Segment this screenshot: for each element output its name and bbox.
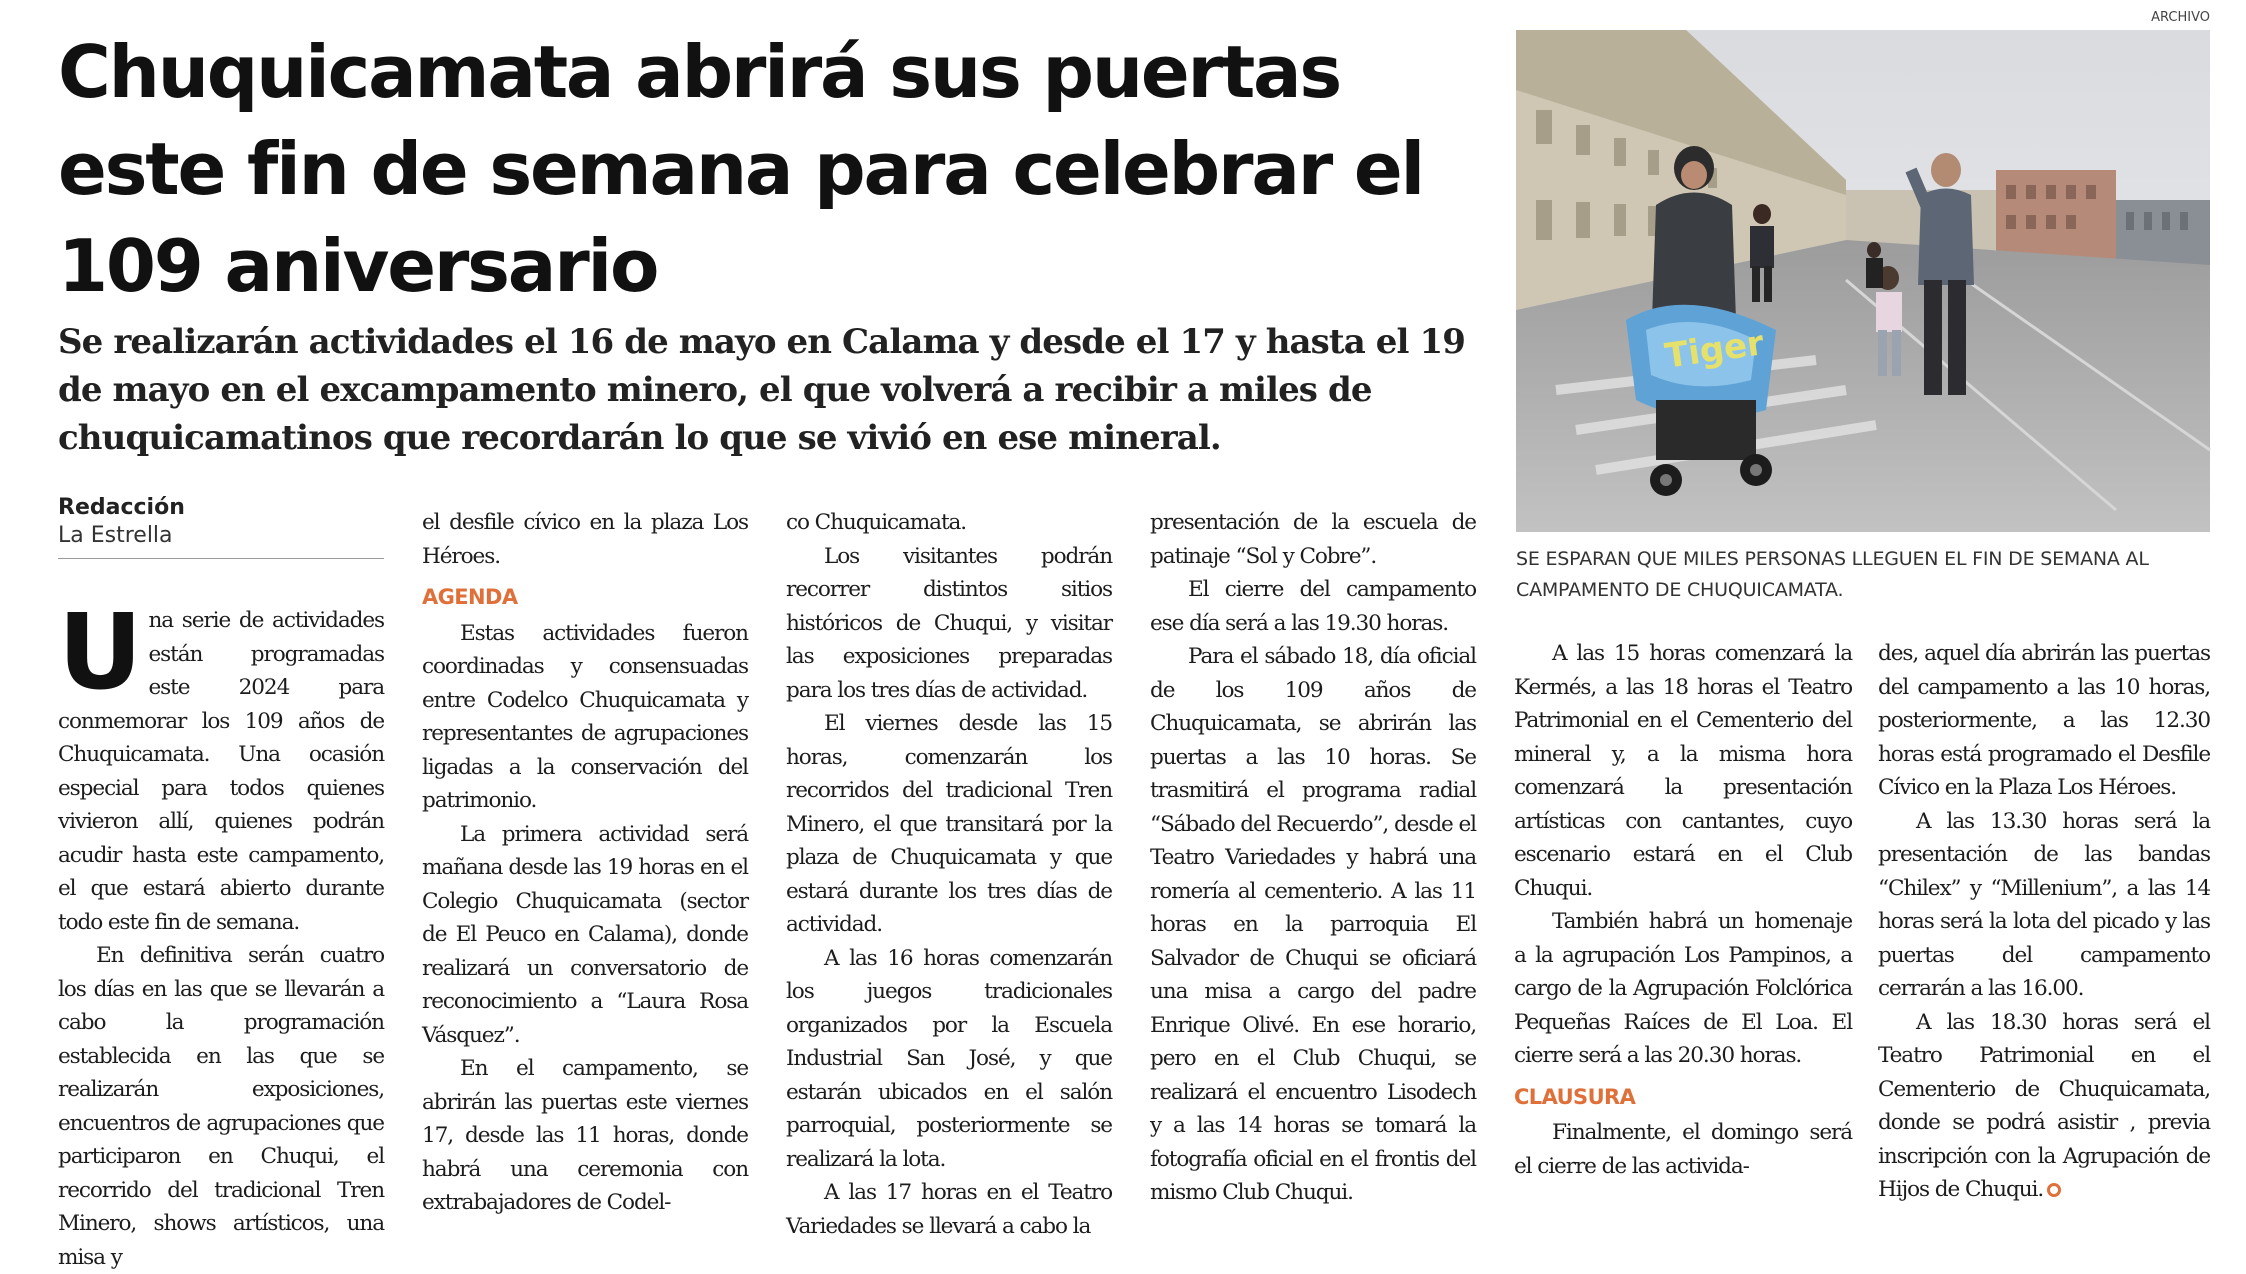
article-column-6 [1878, 637, 2210, 1244]
photo-caption: SE ESPARAN QUE MILES PERSONAS LLEGUEN EL FIN DE SEMANA AL CAMPAMENTO DE CHUQUICAMATA. [1516, 548, 2149, 601]
article-paragraph: La primera actividad será mañana desde las 19 horas en el Colegio Chuquicamata (sector de El Peuco en Calama), donde realizará un conversatorio de reconocimiento a “Laura Rosa Vásquez”. [422, 821, 748, 1048]
article-paragraph: Para el sábado 18, día oficial de los 109 años de Chuquicamata, se abrirán las puertas a las 10 horas. Se trasmitirá el programa radial “Sábado del Recuerdo”, desde el Teatro Variedades y habrá una romería al cementerio. A las 11 horas en la parroquia El Salvador de Chuqui se oficiará una misa a cargo del padre Enrique Olivé. En ese horario, pero en el Club Chuqui, se realizará el encuentro Lisodech y a las 14 horas se tomará la fotografía oficial en el frontis del mismo Club Chuqui. [1150, 644, 1476, 1205]
article-paragraph: A las 15 horas comenzará la Kermés, a las 18 horas el Teatro Patrimonial en el Cementerio del mineral y, a la misma hora comenzará la presentación artísticas con cantantes, cuyo escenario estará en el Club Chuqui. [1514, 641, 1852, 901]
article-paragraph: A las 13.30 horas será la presentación de las bandas “Chilex” y “Millenium”, a las 14 horas será la lota del picado y las puertas del campamento cerrarán a las 16.00. [1878, 808, 2210, 1001]
section-heading-clausura: CLAUSURA [1514, 1084, 1636, 1109]
article-paragraph: A las 17 horas en el Teatro Variedades se llevará a cabo la [786, 1180, 1112, 1239]
article-paragraph: El cierre del campamento ese día será a las 19.30 horas. [1150, 577, 1476, 636]
article-paragraph: presentación de la escuela de patinaje “Sol y Cobre”. [1150, 510, 1476, 569]
byline [58, 494, 384, 559]
drop-cap: U [58, 591, 143, 713]
article-column-5 [1514, 637, 1852, 1244]
article-paragraph: Una serie de actividades están programadas este 2024 para conmemorar los 109 años de Chuquicamata. Una ocasión especial para todos quienes vivieron allí, quienes podrán acudir hasta este campamento, el que estará abierto durante todo este fin de semana. [58, 591, 384, 935]
article-paragraph: En definitiva serán cuatro los días en las que se llevarán a cabo la programación establecida en las que se realizarán exposiciones, encuentros de agrupaciones que participaron en Chuqui, el recorrido del tradicional Tren Minero, shows artísticos, una misa y [58, 943, 384, 1270]
article-paragraph: Los visitantes podrán recorrer distintos sitios históricos de Chuqui, y visitar las exposiciones preparadas para los tres días de actividad. [786, 543, 1112, 703]
article-paragraph: des, aquel día abrirán las puertas del campamento a las 10 horas, posteriormente, a las 12.30 horas está programado el Desfile Cívico en la Plaza Los Héroes. [1878, 641, 2210, 800]
article-column-3 [786, 506, 1112, 1244]
stroller-logo: Tiger [1662, 323, 1767, 377]
photo-credit: ARCHIVO [2151, 10, 2210, 25]
article-paragraph: El viernes desde las 15 horas, comenzarán los recorridos del tradicional Tren Minero, el que transitará por la plaza de Chuquicamata y que estará durante los tres días de actividad. [786, 711, 1112, 937]
article-paragraph: Estas actividades fueron coordinadas y consensuadas entre Codelco Chuquicamata y representantes de agrupaciones ligadas a la conservación del patrimonio. [422, 620, 748, 813]
article-paragraph: el desfile cívico en la plaza Los Héroes. [422, 510, 748, 569]
section-heading-agenda: AGENDA [422, 585, 518, 609]
article-paragraph: A las 16 horas comenzarán los juegos tradicionales organizados por la Escuela Industrial San José, y que estarán ubicados en el salón parroquial, posteriormente se realizará la lota. [786, 945, 1112, 1172]
article-paragraph: co Chuquicamata. [786, 510, 967, 535]
article-paragraph: A las 18.30 horas será el Teatro Patrimonial en el Cementerio de Chuquicamata, donde se podrá asistir , previa inscripción con la Agrupación de Hijos de Chuqui. [1878, 1009, 2210, 1202]
article-paragraph: En el campamento, se abrirán las puertas este viernes 17, desde las 11 horas, donde habrá una ceremonia con extrabajadores de Codel- [422, 1056, 748, 1215]
byline-outlet: La Estrella [58, 523, 173, 548]
article-paragraph: También habrá un homenaje a la agrupación Los Pampinos, a cargo de la Agrupación Folclórica Pequeñas Raíces de El Loa. El cierre será a las 20.30 horas. [1514, 909, 1852, 1068]
article-column-1 [58, 591, 384, 1270]
article-column-2 [422, 506, 748, 1244]
article-paragraph: Finalmente, el domingo será el cierre de las activida- [1514, 1120, 1852, 1179]
byline-rule [58, 558, 384, 559]
end-of-article-icon [2047, 1183, 2061, 1197]
headline: Chuquicamata abrirá sus puertas este fin de semana para celebrar el 109 aniversario [58, 30, 1424, 308]
byline-author: Redacción [58, 495, 185, 520]
article-photo [1516, 30, 2210, 532]
article-column-4 [1150, 506, 1476, 1244]
subheadline: Se realizarán actividades el 16 de mayo en Calama y desde el 17 y hasta el 19 de mayo en el excampamento minero, el que volverá a recibir a miles de chuquicamatinos que recordarán lo que se vivió en ese mineral. [58, 322, 1465, 458]
